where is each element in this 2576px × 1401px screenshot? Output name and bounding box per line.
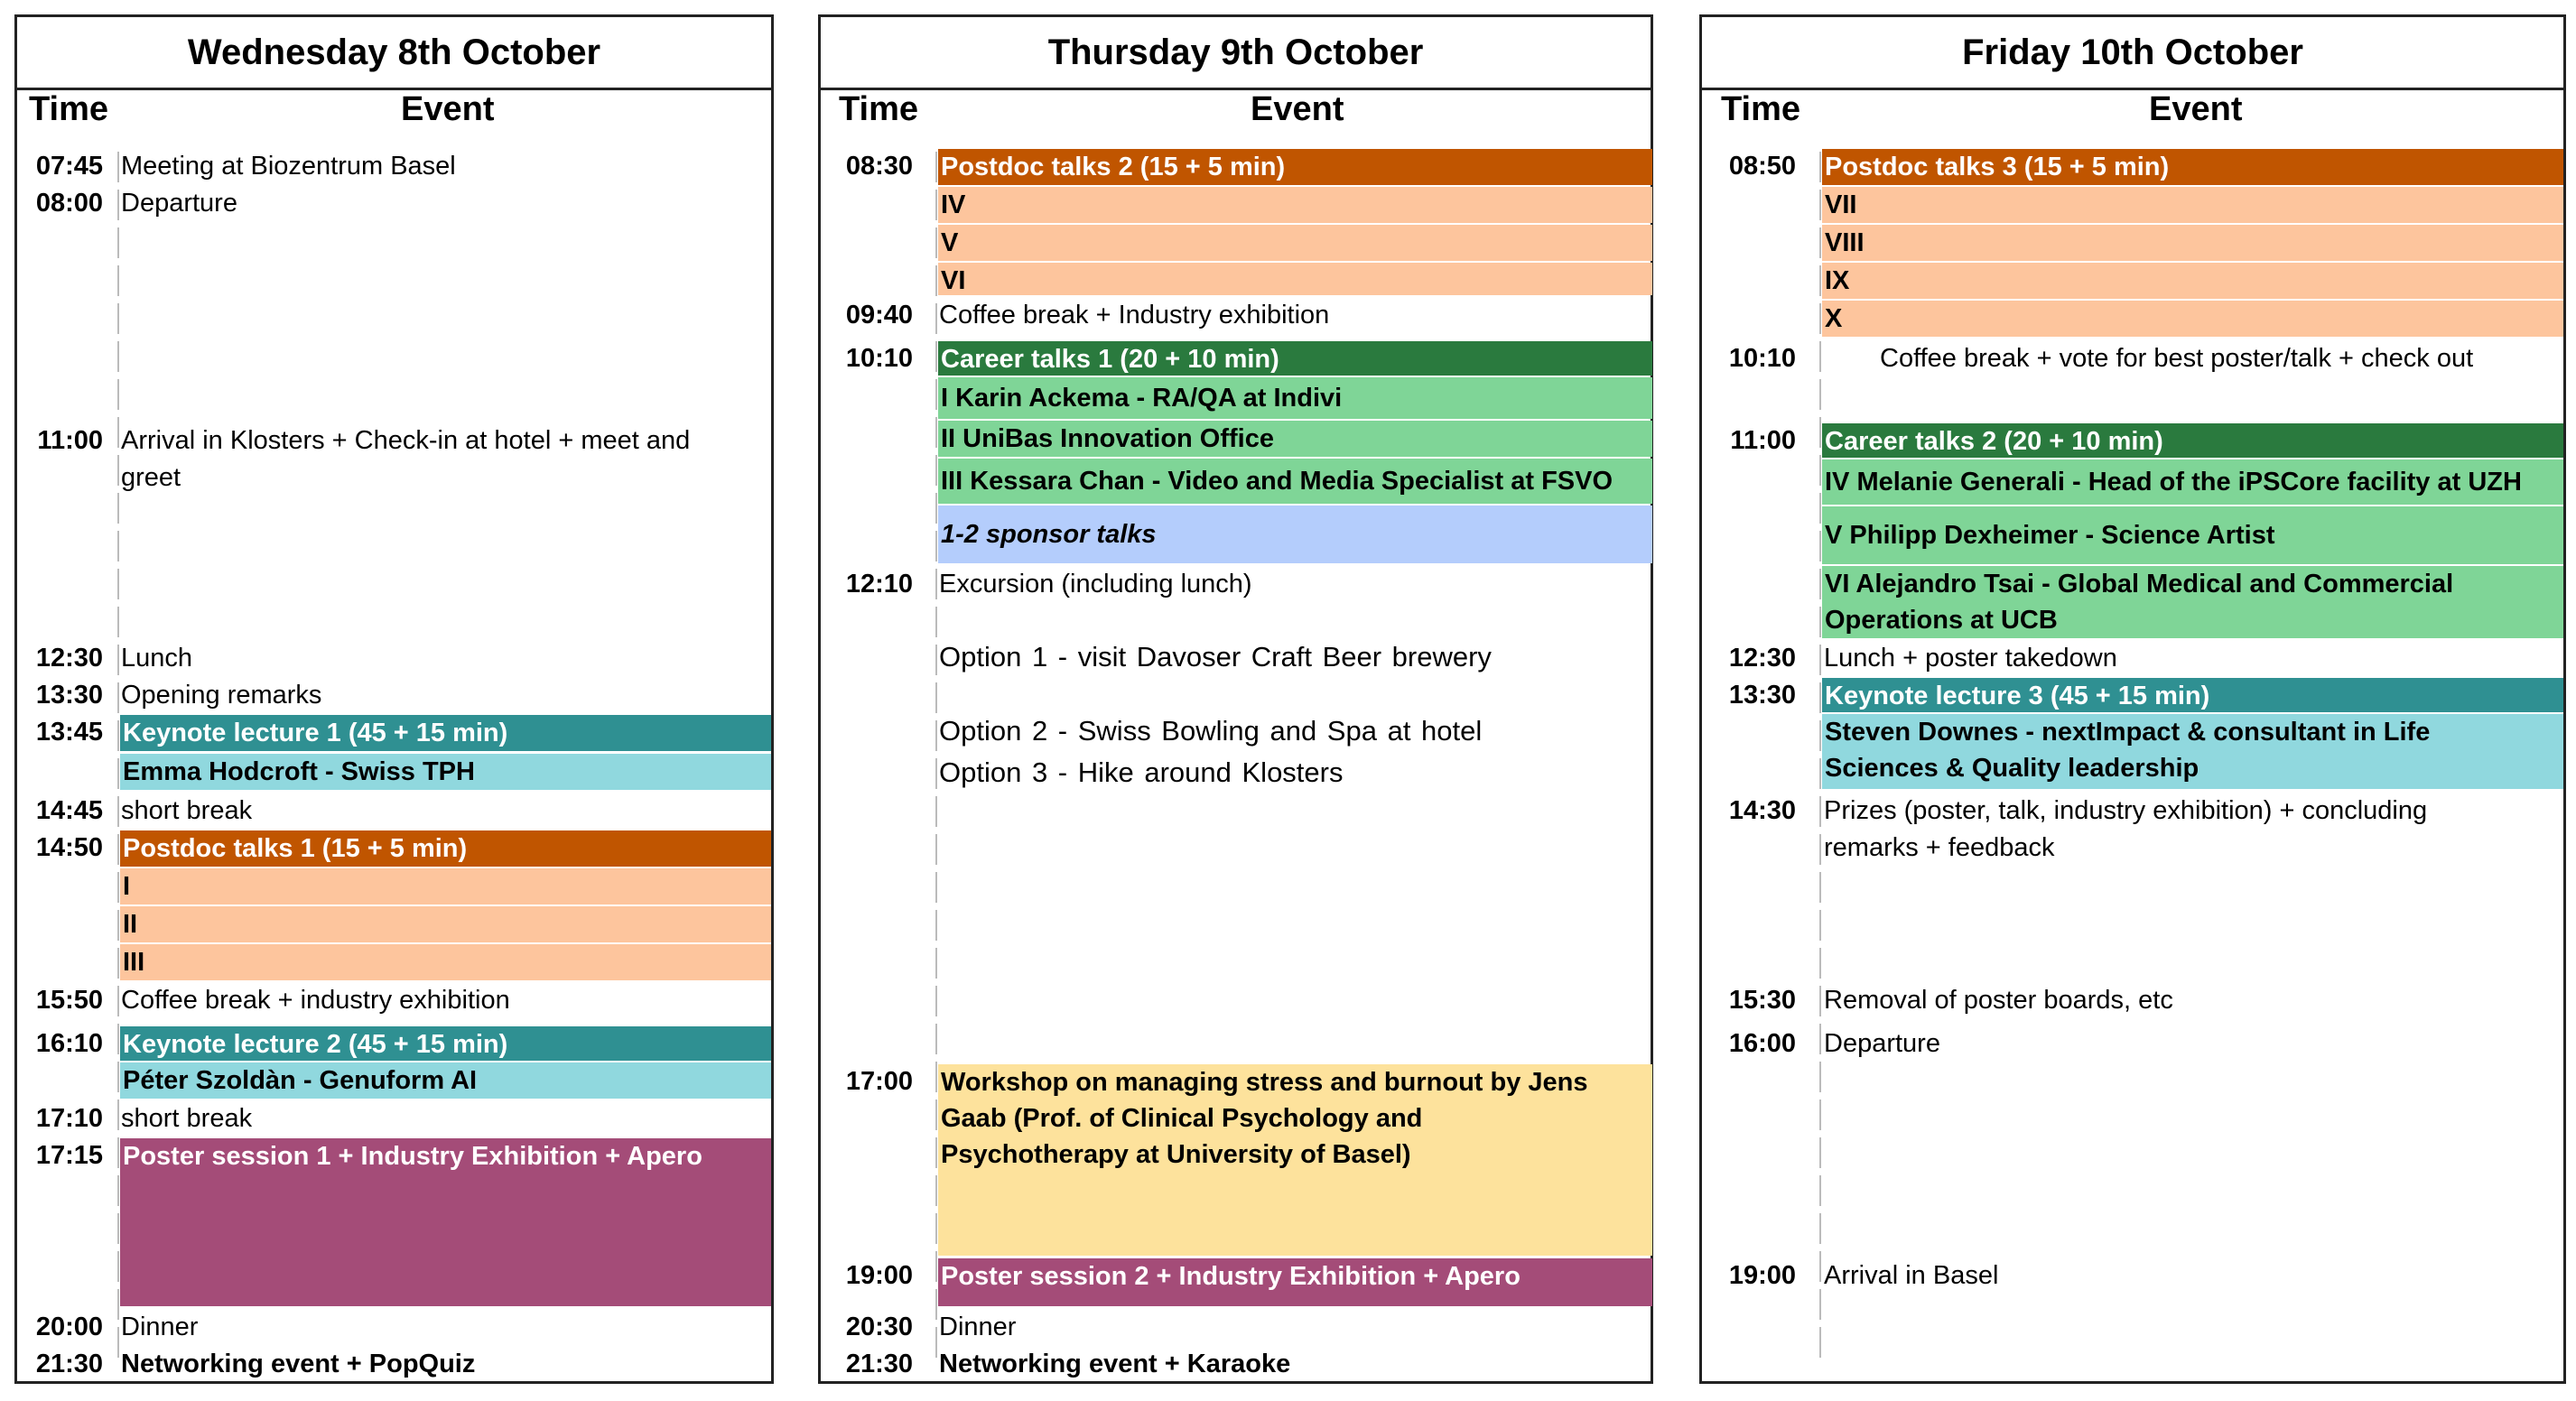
time-label: 12:10	[845, 570, 913, 598]
row-separator	[117, 417, 119, 448]
row-separator	[1819, 1251, 1821, 1282]
row-separator	[1819, 531, 1821, 561]
row-separator	[935, 1327, 937, 1358]
row-separator	[1819, 1327, 1821, 1358]
row-separator	[1819, 190, 1821, 220]
row-separator	[117, 569, 119, 599]
career-block: Career talks 2 (20 + 10 min)	[1822, 423, 2563, 458]
postdoc-block: Postdoc talks 2 (15 + 5 min)	[938, 149, 1652, 185]
row-separator	[935, 417, 937, 448]
time-label: 19:00	[1728, 1261, 1796, 1290]
time-label: 20:30	[845, 1313, 913, 1341]
row-separator	[1819, 682, 1821, 713]
postdoc-talk: V	[938, 225, 1652, 261]
event-text: Removal of poster boards, etc	[1824, 986, 2173, 1015]
row-separator	[935, 455, 937, 486]
time-label: 12:30	[35, 644, 103, 673]
keynote-block: Keynote lecture 1 (45 + 15 min)	[120, 715, 771, 751]
row-separator	[117, 720, 119, 751]
time-header: Time	[29, 90, 109, 128]
row-separator	[935, 1137, 937, 1168]
postdoc-talk: X	[1822, 301, 2563, 337]
career-talk: II UniBas Innovation Office	[938, 421, 1652, 457]
row-separator	[117, 531, 119, 561]
time-label: 08:50	[1728, 152, 1796, 181]
time-label: 12:30	[1728, 644, 1796, 673]
event-text: Networking event + PopQuiz	[121, 1350, 476, 1378]
time-label: 17:10	[35, 1104, 103, 1133]
postdoc-talk: IV	[938, 187, 1652, 223]
postdoc-talk: IX	[1822, 263, 2563, 299]
career-talk: I Karin Ackema - RA/QA at Indivi	[938, 377, 1652, 419]
day-title: Friday 10th October	[1702, 17, 2563, 90]
row-separator	[117, 834, 119, 865]
row-separator	[117, 1099, 119, 1130]
row-separator	[117, 493, 119, 524]
event-text: Dinner	[939, 1313, 1017, 1341]
event-text: Excursion (including lunch)	[939, 570, 1252, 598]
postdoc-talk: VIII	[1822, 225, 2563, 261]
row-separator	[935, 645, 937, 675]
time-label: 11:00	[37, 426, 103, 455]
row-separator	[935, 152, 937, 182]
time-label: 08:30	[845, 152, 913, 181]
time-label: 20:00	[35, 1313, 103, 1341]
postdoc-block: Postdoc talks 3 (15 + 5 min)	[1822, 149, 2563, 185]
row-separator	[1819, 1213, 1821, 1244]
time-label: 17:00	[845, 1067, 913, 1096]
row-separator	[1819, 1289, 1821, 1320]
row-separator	[935, 1289, 937, 1320]
keynote-block: Keynote lecture 2 (45 + 15 min)	[120, 1026, 771, 1061]
row-separator	[1819, 265, 1821, 296]
row-separator	[1819, 493, 1821, 524]
time-header: Time	[839, 90, 919, 128]
row-separator	[935, 303, 937, 334]
time-label: 14:30	[1728, 796, 1796, 825]
row-separator	[935, 1175, 937, 1206]
row-separator	[935, 1099, 937, 1130]
time-label: 16:10	[35, 1029, 103, 1058]
row-separator	[935, 796, 937, 827]
row-separator	[117, 303, 119, 334]
keynote-speaker: Emma Hodcroft - Swiss TPH	[120, 754, 771, 790]
time-label: 19:00	[845, 1261, 913, 1290]
postdoc-talk: VII	[1822, 187, 2563, 223]
time-label: 10:10	[845, 344, 913, 373]
poster-session-block: Poster session 1 + Industry Exhibition + Apero	[120, 1138, 771, 1306]
event-text: Networking event + Karaoke	[939, 1350, 1291, 1378]
event-text: short break	[121, 1104, 253, 1133]
time-label: 11:00	[1730, 426, 1796, 455]
time-label: 21:30	[845, 1350, 913, 1378]
row-separator	[1819, 910, 1821, 941]
row-separator	[1819, 303, 1821, 334]
row-separator	[1819, 341, 1821, 372]
row-separator	[117, 1213, 119, 1244]
postdoc-talk: III	[120, 944, 771, 980]
career-talk: V Philipp Dexheimer - Science Artist	[1822, 506, 2563, 564]
time-label: 13:30	[1728, 681, 1796, 710]
time-label: 15:30	[1728, 986, 1796, 1015]
row-separator	[1819, 834, 1821, 865]
row-separator	[935, 190, 937, 220]
row-separator	[935, 531, 937, 561]
event-text: Lunch	[121, 644, 193, 673]
event-text: Lunch + poster takedown	[1824, 644, 2117, 673]
row-separator	[1819, 645, 1821, 675]
time-label: 07:45	[35, 152, 103, 181]
event-text: Dinner	[121, 1313, 199, 1341]
row-separator	[117, 227, 119, 258]
row-separator	[1819, 379, 1821, 410]
event-header: Event	[2149, 90, 2243, 128]
row-separator	[1819, 569, 1821, 599]
postdoc-talk: II	[120, 906, 771, 942]
row-separator	[1819, 948, 1821, 979]
career-talk: VI Alejandro Tsai - Global Medical and Commercial Operations at UCB	[1822, 566, 2563, 638]
event-header: Event	[1251, 90, 1344, 128]
row-separator	[935, 341, 937, 372]
row-separator	[935, 265, 937, 296]
event-text: short break	[121, 796, 253, 825]
row-separator	[935, 758, 937, 789]
row-separator	[1819, 227, 1821, 258]
career-block: Career talks 1 (20 + 10 min)	[938, 341, 1652, 376]
keynote-speaker: Steven Downes - nextImpact & consultant in Life Sciences & Quality leadership	[1822, 714, 2563, 789]
row-separator	[1819, 796, 1821, 827]
row-separator	[935, 872, 937, 903]
time-header: Time	[1721, 90, 1801, 128]
event-text: Departure	[121, 189, 237, 218]
row-separator	[1819, 758, 1821, 789]
time-label: 16:00	[1728, 1029, 1796, 1058]
day-title: Wednesday 8th October	[17, 17, 771, 90]
row-separator	[935, 948, 937, 979]
row-separator	[117, 682, 119, 713]
row-separator	[1819, 607, 1821, 637]
time-label: 15:50	[35, 986, 103, 1015]
excursion-option: Option 3 - Hike around Klosters	[939, 756, 1344, 788]
postdoc-block: Postdoc talks 1 (15 + 5 min)	[120, 830, 771, 867]
row-separator	[117, 1137, 119, 1168]
row-separator	[935, 569, 937, 599]
row-separator	[1819, 1062, 1821, 1092]
row-separator	[935, 1062, 937, 1092]
time-label: 09:40	[845, 301, 913, 329]
row-separator	[117, 910, 119, 941]
row-separator	[935, 1213, 937, 1244]
time-label: 14:45	[35, 796, 103, 825]
row-separator	[117, 152, 119, 182]
event-text: Coffee break + industry exhibition	[121, 986, 510, 1015]
row-separator	[1819, 1175, 1821, 1206]
event-text: Arrival in Klosters + Check-in at hotel + meet and greet	[121, 426, 691, 492]
row-separator	[935, 227, 937, 258]
row-separator	[117, 1062, 119, 1092]
row-separator	[117, 872, 119, 903]
row-separator	[1819, 1024, 1821, 1054]
row-separator	[117, 796, 119, 827]
row-separator	[935, 720, 937, 751]
row-separator	[935, 607, 937, 637]
row-separator	[117, 758, 119, 789]
row-separator	[935, 1024, 937, 1054]
row-separator	[117, 455, 119, 486]
career-talk: IV Melanie Generali - Head of the iPSCore facility at UZH	[1822, 459, 2563, 505]
row-separator	[117, 1251, 119, 1282]
workshop-block: Workshop on managing stress and burnout by Jens Gaab (Prof. of Clinical Psychology and Psychotherapy at University of Basel)	[938, 1064, 1652, 1256]
row-separator	[117, 1024, 119, 1054]
row-separator	[935, 682, 937, 713]
event-text: Prizes (poster, talk, industry exhibition) + concluding remarks + feedback	[1824, 796, 2428, 862]
time-label: 21:30	[35, 1350, 103, 1378]
event-text: Meeting at Biozentrum Basel	[121, 152, 456, 181]
row-separator	[935, 493, 937, 524]
row-separator	[1819, 455, 1821, 486]
row-separator	[935, 1251, 937, 1282]
keynote-block: Keynote lecture 3 (45 + 15 min)	[1822, 678, 2563, 712]
time-label: 13:45	[35, 718, 103, 747]
row-separator	[1819, 1137, 1821, 1168]
row-separator	[117, 190, 119, 220]
event-text: Coffee break + Industry exhibition	[939, 301, 1330, 329]
career-talk: III Kessara Chan - Video and Media Specialist at FSVO	[938, 459, 1652, 504]
row-separator	[117, 948, 119, 979]
row-separator	[117, 379, 119, 410]
postdoc-talk: I	[120, 868, 771, 905]
time-label: 13:30	[35, 681, 103, 710]
row-separator	[117, 341, 119, 372]
event-text: Departure	[1824, 1029, 1940, 1058]
row-separator	[117, 645, 119, 675]
time-label: 17:15	[35, 1141, 103, 1170]
row-separator	[1819, 1099, 1821, 1130]
row-separator	[1819, 417, 1821, 448]
row-separator	[935, 986, 937, 1016]
event-text: Coffee break + vote for best poster/talk + check out	[1880, 344, 2474, 373]
excursion-option: Option 1 - visit Davoser Craft Beer brewery	[939, 641, 1492, 673]
row-separator	[117, 607, 119, 637]
poster-session-block: Poster session 2 + Industry Exhibition + Apero	[938, 1258, 1652, 1306]
day-title: Thursday 9th October	[821, 17, 1651, 90]
event-header: Event	[401, 90, 495, 128]
keynote-speaker: Péter Szoldàn - Genuform AI	[120, 1062, 771, 1099]
row-separator	[1819, 152, 1821, 182]
row-separator	[935, 910, 937, 941]
sponsor-talks-block: 1-2 sponsor talks	[938, 506, 1652, 563]
row-separator	[1819, 986, 1821, 1016]
row-separator	[117, 986, 119, 1016]
row-separator	[117, 1175, 119, 1206]
row-separator	[117, 1289, 119, 1320]
row-separator	[935, 834, 937, 865]
time-label: 14:50	[35, 833, 103, 862]
time-label: 08:00	[35, 189, 103, 218]
row-separator	[1819, 872, 1821, 903]
row-separator	[117, 265, 119, 296]
row-separator	[1819, 720, 1821, 751]
row-separator	[935, 379, 937, 410]
event-text: Arrival in Basel	[1824, 1261, 1999, 1290]
postdoc-talk: VI	[938, 263, 1652, 295]
event-text: Opening remarks	[121, 681, 322, 710]
excursion-option: Option 2 - Swiss Bowling and Spa at hotel	[939, 715, 1483, 747]
time-label: 10:10	[1728, 344, 1796, 373]
row-separator	[117, 1327, 119, 1358]
